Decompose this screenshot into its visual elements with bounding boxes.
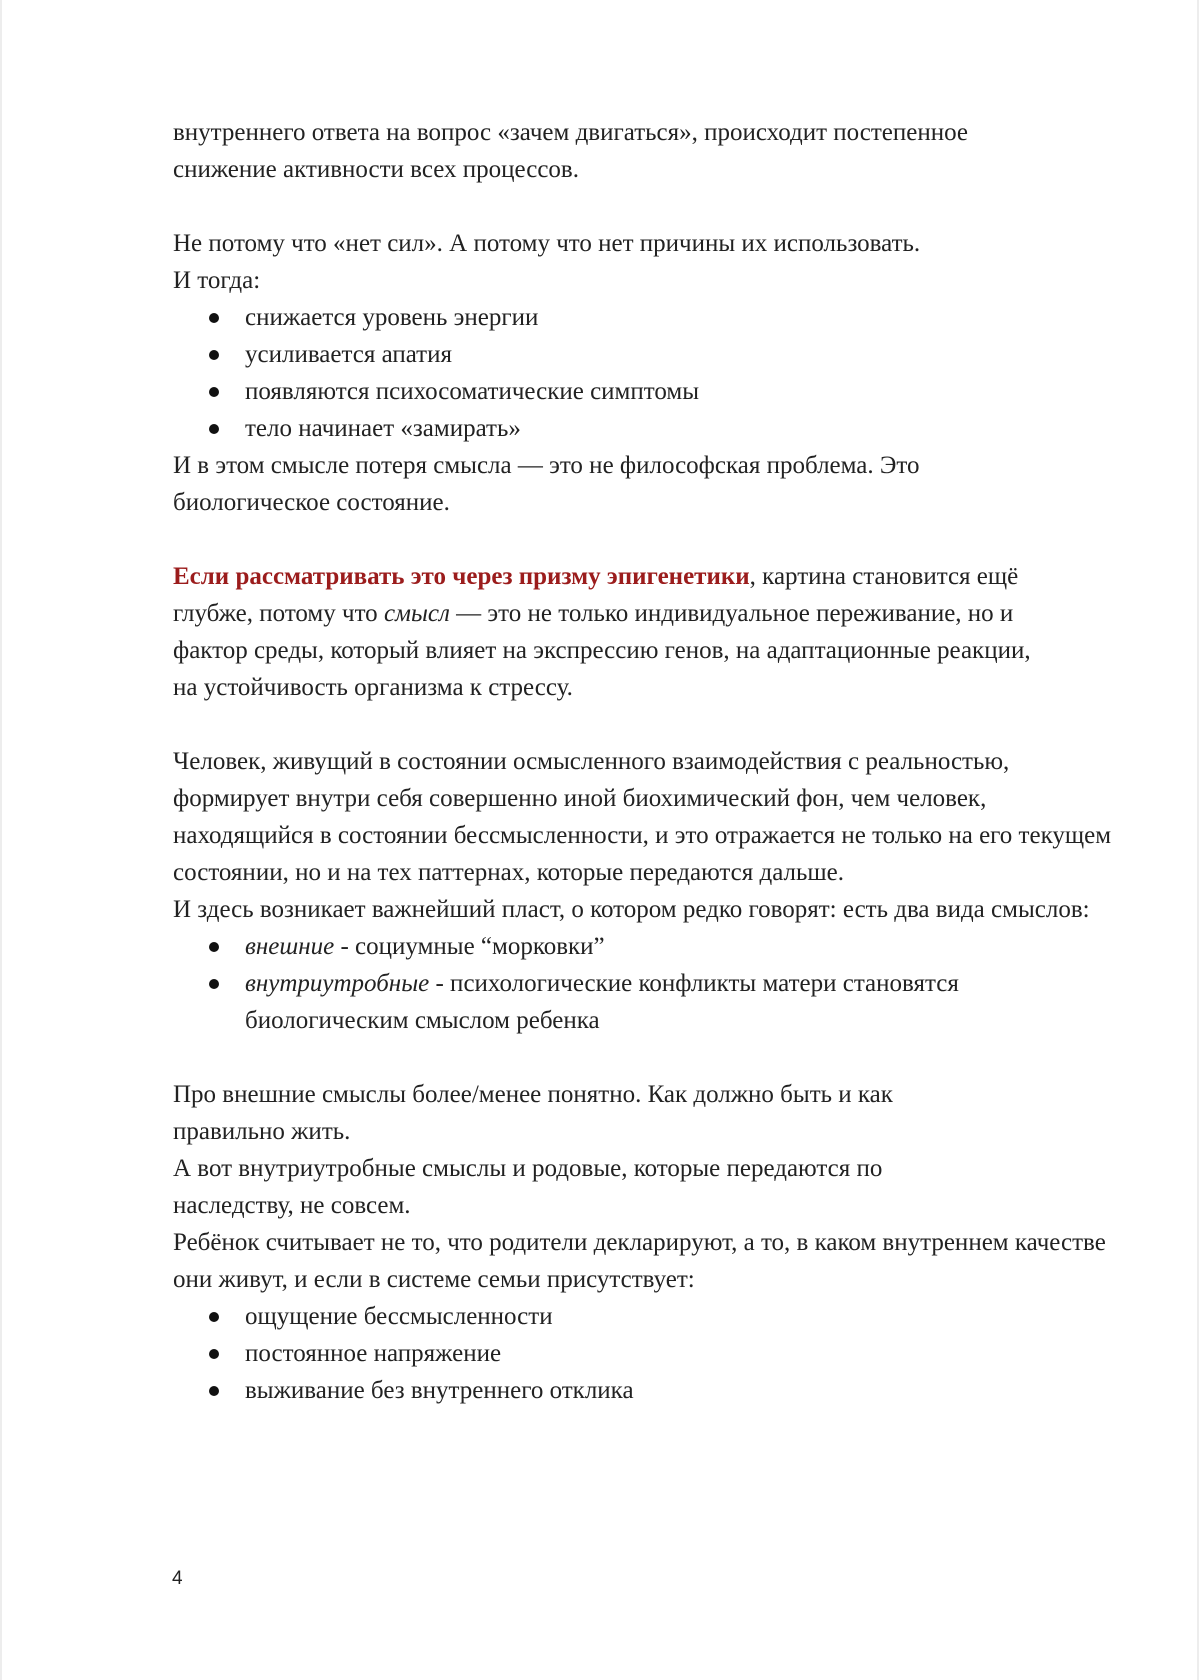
paragraph-7-line-1: Про внешние смыслы более/менее понятно. Как должно быть и как правильно жить. <box>173 1081 893 1145</box>
list-item: внешние - социумные “морковки” <box>173 928 1123 965</box>
page-number: 4 <box>172 1568 183 1589</box>
paragraph-7-line-2: А вот внутриутробные смыслы и родовые, которые передаются по наследству, не совсем. <box>173 1155 883 1219</box>
family-state-list <box>173 1298 1123 1409</box>
paragraph-5: Человек, живущий в состоянии осмысленного взаимодействия с реальностью, формирует внутри себя совершенно иной биохимический фон, чем человек, находящийся в состоянии бессмысленности, и это отражается не только на его текущем состоянии, но и на тех паттернах, которые передаются дальше. <box>173 748 1112 886</box>
paragraph-4 <box>173 558 1058 706</box>
paragraph-gap <box>173 521 1123 558</box>
paragraph-gap <box>173 188 1123 225</box>
paragraph-6: И здесь возникает важнейший пласт, о котором редко говорят: есть два вида смыслов: <box>173 896 1090 923</box>
paragraph-3: И в этом смысле потеря смысла — это не философская проблема. Это биологическое состояние. <box>173 452 920 516</box>
highlighted-phrase: Если рассматривать это через призму эпигенетики <box>173 563 750 590</box>
paragraph-gap <box>173 1039 1123 1076</box>
list-item: появляются психосоматические симптомы <box>173 373 1123 410</box>
bullet-icon <box>209 1349 219 1359</box>
paragraph-4-italic: смысл <box>383 600 450 627</box>
list-item: выживание без внутреннего отклика <box>173 1372 1123 1409</box>
paragraph-gap <box>173 706 1123 743</box>
bullet-icon <box>209 424 219 434</box>
meanings-list <box>173 928 1123 1039</box>
bullet-icon <box>209 942 219 952</box>
paragraph-1: внутреннего ответа на вопрос «зачем двигаться», происходит постепенное снижение активности всех процессов. <box>173 119 968 183</box>
paragraph-7-line-3: Ребёнок считывает не то, что родители декларируют, а то, в каком внутреннем качестве они живут, и если в системе семьи присутствует: <box>173 1229 1106 1293</box>
bullet-icon <box>209 387 219 397</box>
list-item: тело начинает «замирать» <box>173 410 1123 447</box>
paragraph-2-line-1: Не потому что «нет сил». А потому что нет причины их использовать. <box>173 230 921 257</box>
paragraph-4-text-1: , картина становится ещё глубже, потому что <box>173 563 1019 627</box>
bullet-icon <box>209 350 219 360</box>
list-item: постоянное напряжение <box>173 1335 1123 1372</box>
paragraph-4-text-2: — это не только индивидуальное переживание, но и фактор среды, который влияет на экспрессию генов, на адаптационные реакции, на устойчивость организма к стрессу. <box>173 600 1031 701</box>
list-item: внутриутробные - психологические конфликты матери становятся биологическим смыслом ребенка <box>173 965 1045 1039</box>
bullet-icon <box>209 1312 219 1322</box>
bullet-icon <box>209 1386 219 1396</box>
bullet-icon <box>209 979 219 989</box>
list-item: усиливается апатия <box>173 336 1123 373</box>
paragraph-2-line-2: И тогда: <box>173 267 261 294</box>
list-item: ощущение бессмысленности <box>173 1298 1123 1335</box>
document-body <box>173 114 1123 1409</box>
bullet-icon <box>209 313 219 323</box>
list-item: снижается уровень энергии <box>173 299 1123 336</box>
symptoms-list <box>173 299 1123 447</box>
